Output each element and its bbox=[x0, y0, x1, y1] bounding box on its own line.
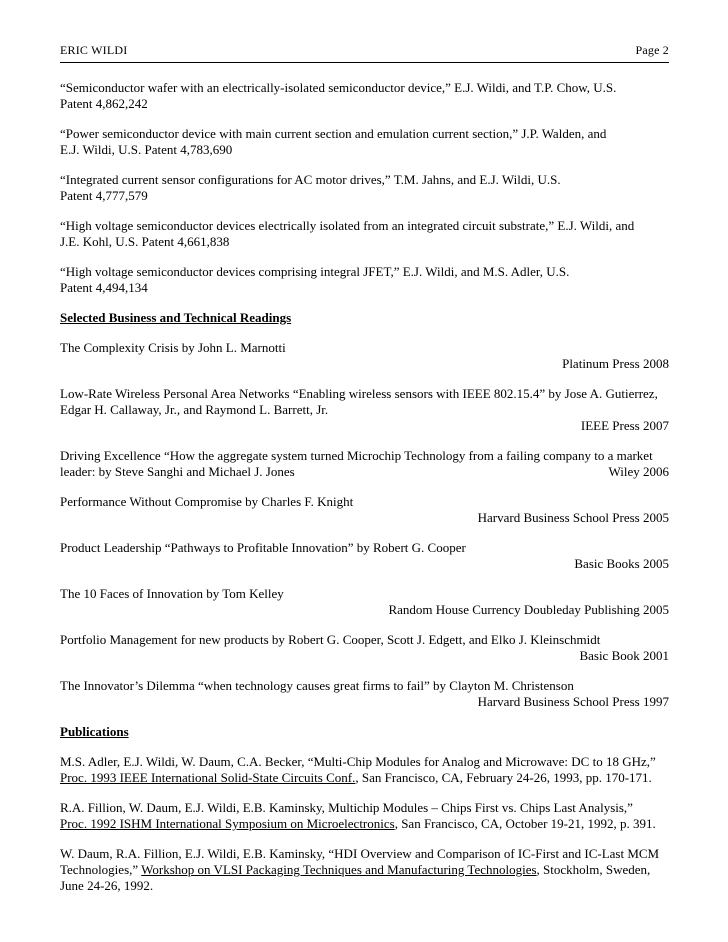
publication-line bbox=[60, 770, 669, 786]
publication-details: , San Francisco, CA, October 19-21, 1992, p. 391. bbox=[394, 816, 656, 831]
patent-line: “High voltage semiconductor devices comprising integral JFET,” E.J. Wildi, and M.S. Adler, U.S. bbox=[60, 264, 570, 279]
publication-entry bbox=[60, 846, 669, 894]
readings-heading: Selected Business and Technical Readings bbox=[60, 310, 292, 325]
publication-entry bbox=[60, 800, 669, 832]
reading-entry bbox=[60, 540, 669, 572]
author-name: ERIC WILDI bbox=[60, 43, 128, 57]
patent-line: Patent 4,494,134 bbox=[60, 280, 148, 295]
patent-entry bbox=[60, 126, 669, 158]
publication-line bbox=[60, 862, 669, 878]
reading-line bbox=[60, 464, 669, 480]
publication-line: M.S. Adler, E.J. Wildi, W. Daum, C.A. Becker, “Multi-Chip Modules for Analog and Microwave: DC to 18 GHz,” bbox=[60, 754, 656, 769]
reading-title: leader: by Steve Sanghi and Michael J. Jones bbox=[60, 464, 295, 479]
page-number: Page 2 bbox=[635, 43, 669, 57]
reading-publisher: Harvard Business School Press 2005 bbox=[477, 510, 669, 525]
reading-title: The 10 Faces of Innovation by Tom Kelley bbox=[60, 586, 284, 601]
patent-entry bbox=[60, 218, 669, 250]
reading-entry bbox=[60, 494, 669, 526]
patent-line: Patent 4,777,579 bbox=[60, 188, 148, 203]
patent-entry bbox=[60, 172, 669, 204]
patent-entry bbox=[60, 264, 669, 296]
publication-venue: Proc. 1993 IEEE International Solid-State Circuits Conf. bbox=[60, 770, 356, 785]
reading-title: The Innovator’s Dilemma “when technology causes great firms to fail” by Clayton M. Christenson bbox=[60, 678, 574, 693]
publication-line bbox=[60, 816, 669, 832]
reading-title: Performance Without Compromise by Charles F. Knight bbox=[60, 494, 354, 509]
reading-title: Driving Excellence “How the aggregate system turned Microchip Technology from a failing company to a market bbox=[60, 448, 653, 463]
publication-details: , San Francisco, CA, February 24-26, 1993, pp. 170-171. bbox=[355, 770, 652, 785]
patent-line: “Integrated current sensor configurations for AC motor drives,” T.M. Jahns, and E.J. Wildi, U.S. bbox=[60, 172, 561, 187]
reading-entry bbox=[60, 386, 669, 434]
patent-entry bbox=[60, 80, 669, 112]
reading-title: The Complexity Crisis by John L. Marnotti bbox=[60, 340, 286, 355]
reading-publisher: Basic Books 2005 bbox=[574, 556, 669, 571]
patent-line: E.J. Wildi, U.S. Patent 4,783,690 bbox=[60, 142, 233, 157]
publication-venue: Workshop on VLSI Packaging Techniques and Manufacturing Technologies bbox=[141, 862, 537, 877]
reading-entry bbox=[60, 586, 669, 618]
patent-line: J.E. Kohl, U.S. Patent 4,661,838 bbox=[60, 234, 230, 249]
publication-venue: Proc. 1992 ISHM International Symposium on Microelectronics bbox=[60, 816, 395, 831]
page-header bbox=[60, 40, 669, 60]
reading-entry bbox=[60, 678, 669, 710]
reading-title: Portfolio Management for new products by Robert G. Cooper, Scott J. Edgett, and Elko J. Kleinschmidt bbox=[60, 632, 601, 647]
reading-entry bbox=[60, 632, 669, 664]
reading-title: Edgar H. Callaway, Jr., and Raymond L. Barrett, Jr. bbox=[60, 402, 329, 417]
reading-publisher: Random House Currency Doubleday Publishing 2005 bbox=[388, 602, 669, 617]
publications-heading: Publications bbox=[60, 724, 129, 739]
reading-entry bbox=[60, 340, 669, 372]
header-rule bbox=[60, 62, 669, 63]
reading-title: Low-Rate Wireless Personal Area Networks “Enabling wireless sensors with IEEE 802.15.4” by Jose A. Gutierrez, bbox=[60, 386, 658, 401]
publication-line: W. Daum, R.A. Fillion, E.J. Wildi, E.B. Kaminsky, “HDI Overview and Comparison of IC-First and IC-Last MCM bbox=[60, 846, 660, 861]
patent-line: “Semiconductor wafer with an electrically-isolated semiconductor device,” E.J. Wildi, and T.P. Chow, U.S. bbox=[60, 80, 617, 95]
reading-publisher: Basic Book 2001 bbox=[579, 648, 669, 663]
publication-entry bbox=[60, 754, 669, 786]
patent-line: “High voltage semiconductor devices electrically isolated from an integrated circuit substrate,” E.J. Wildi, and bbox=[60, 218, 635, 233]
reading-publisher: Platinum Press 2008 bbox=[562, 356, 669, 371]
reading-publisher: Harvard Business School Press 1997 bbox=[477, 694, 669, 709]
page-content bbox=[60, 80, 669, 908]
publication-prefix: Technologies,” bbox=[60, 862, 142, 877]
reading-publisher: Wiley 2006 bbox=[608, 464, 669, 479]
patent-line: “Power semiconductor device with main current section and emulation current section,” J.P. Walden, and bbox=[60, 126, 607, 141]
patent-line: Patent 4,862,242 bbox=[60, 96, 148, 111]
reading-publisher: IEEE Press 2007 bbox=[580, 418, 669, 433]
publication-line: R.A. Fillion, W. Daum, E.J. Wildi, E.B. Kaminsky, Multichip Modules – Chips First vs. Chips Last Analysis,” bbox=[60, 800, 633, 815]
reading-title: Product Leadership “Pathways to Profitable Innovation” by Robert G. Cooper bbox=[60, 540, 466, 555]
publication-line: June 24-26, 1992. bbox=[60, 878, 154, 893]
reading-entry bbox=[60, 448, 669, 480]
publication-details: , Stockholm, Sweden, bbox=[536, 862, 651, 877]
